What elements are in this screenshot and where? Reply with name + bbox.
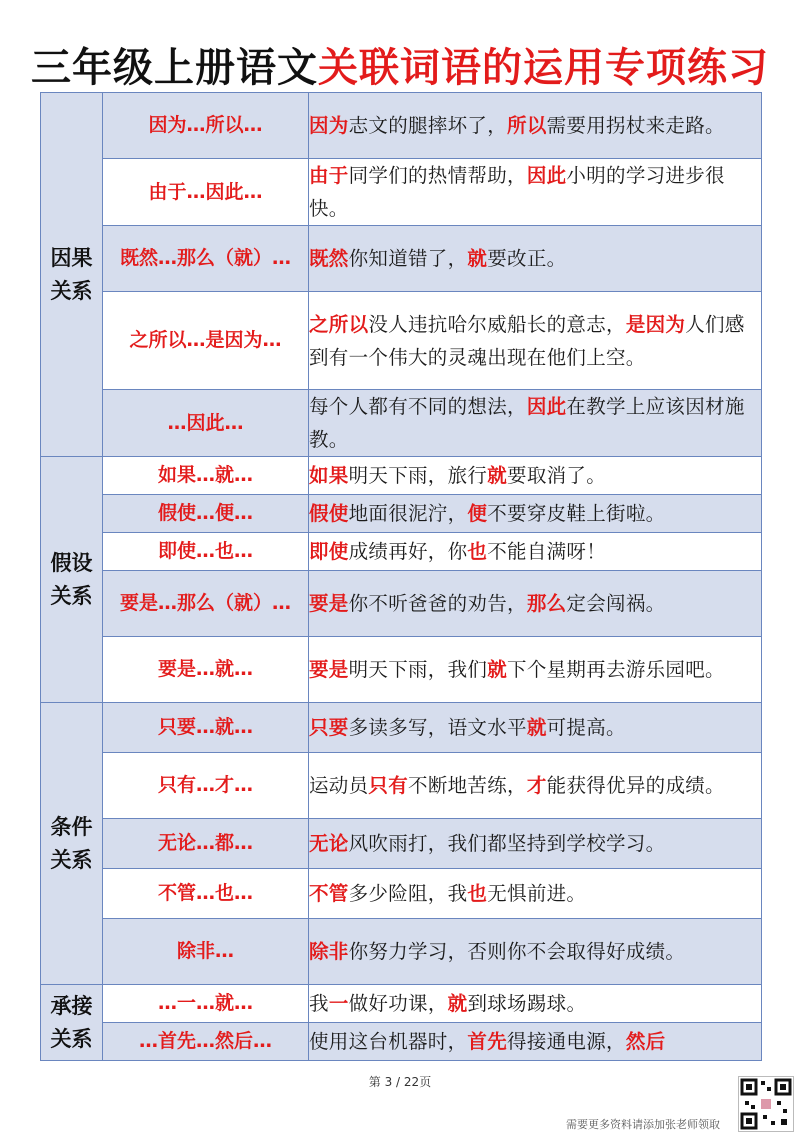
sentence-text: 要取消了。 xyxy=(507,464,607,487)
highlighted-conjunction: 就 xyxy=(487,658,508,681)
category-label-line2: 关系 xyxy=(50,1026,93,1051)
table-row xyxy=(41,753,762,819)
example-sentence xyxy=(309,985,762,1023)
category-label xyxy=(41,457,103,703)
sentence-text: 每个人都有不同的想法， xyxy=(309,395,527,418)
category-label-line1: 条件 xyxy=(50,814,93,839)
conjunction-word: 只有…才… xyxy=(103,753,309,819)
category-label xyxy=(41,703,103,985)
highlighted-conjunction: 所以 xyxy=(507,114,547,137)
sentence-text: 明天下雨，我们 xyxy=(348,658,488,681)
table-row xyxy=(41,637,762,703)
sentence-text: 志文的腿摔坏了， xyxy=(348,114,508,137)
category-label-line1: 因果 xyxy=(50,245,93,270)
conjunction-word: 无论…都… xyxy=(103,819,309,869)
highlighted-conjunction: 除非 xyxy=(309,940,349,963)
example-sentence xyxy=(309,159,762,226)
highlighted-conjunction: 即使 xyxy=(309,540,349,563)
sentence-text: 你知道错了， xyxy=(348,247,468,270)
category-label-line1: 假设 xyxy=(50,550,93,575)
highlighted-conjunction: 要是 xyxy=(309,658,349,681)
sentence-text: 下个星期再去游乐园吧。 xyxy=(507,658,725,681)
highlighted-conjunction: 才 xyxy=(526,774,547,797)
highlighted-conjunction: 就 xyxy=(467,247,488,270)
sentence-text: 没人违抗哈尔威船长的意志， xyxy=(368,312,626,336)
table-row xyxy=(41,1023,762,1061)
table-row xyxy=(41,869,762,919)
example-sentence xyxy=(309,292,762,390)
table-row xyxy=(41,390,762,457)
table-row xyxy=(41,226,762,292)
conjunction-word: 要是…那么（就）… xyxy=(103,571,309,637)
sentence-text: 不能自满呀！ xyxy=(487,540,607,563)
table-row xyxy=(41,571,762,637)
highlighted-conjunction: 既然 xyxy=(309,247,349,270)
highlighted-conjunction: 也 xyxy=(467,882,488,905)
table-row xyxy=(41,93,762,159)
conjunction-word: 只要…就… xyxy=(103,703,309,753)
sentence-text: 做好功课， xyxy=(348,992,448,1015)
category-label xyxy=(41,93,103,457)
highlighted-conjunction: 因此 xyxy=(526,164,567,187)
example-sentence xyxy=(309,571,762,637)
example-sentence xyxy=(309,457,762,495)
example-sentence xyxy=(309,533,762,571)
conjunction-word: 既然…那么（就）… xyxy=(103,226,309,292)
highlighted-conjunction: 只要 xyxy=(309,716,349,739)
highlighted-conjunction: 便 xyxy=(467,502,488,525)
highlighted-conjunction: 无论 xyxy=(309,832,349,855)
table-row xyxy=(41,703,762,753)
sentence-text: 需要用拐杖来走路。 xyxy=(546,114,725,137)
conjunction-word: …首先…然后… xyxy=(103,1023,309,1061)
sentence-text: 不要穿皮鞋上街啦。 xyxy=(487,502,666,525)
conjunction-word: 由于…因此… xyxy=(103,159,309,226)
conjunction-word: 不管…也… xyxy=(103,869,309,919)
highlighted-conjunction: 就 xyxy=(487,464,508,487)
sentence-text: 风吹雨打，我们都坚持到学校学习。 xyxy=(348,832,666,855)
conjunction-word: …因此… xyxy=(103,390,309,457)
sentence-text: 在教学上应该因材施教。 xyxy=(309,395,745,451)
sentence-text: 可提高。 xyxy=(546,716,626,739)
table-row xyxy=(41,533,762,571)
conjunction-word: 假使…便… xyxy=(103,495,309,533)
highlighted-conjunction: 只有 xyxy=(368,774,409,797)
sentence-text: 要改正。 xyxy=(487,247,567,270)
category-label-line2: 关系 xyxy=(50,583,93,608)
example-sentence xyxy=(309,703,762,753)
highlighted-conjunction: 是因为 xyxy=(625,312,686,336)
example-sentence xyxy=(309,93,762,159)
highlighted-conjunction: 要是 xyxy=(309,592,349,615)
highlighted-conjunction: 之所以 xyxy=(309,312,369,336)
sentence-text: 得接通电源， xyxy=(507,1030,626,1053)
highlighted-conjunction: 然后 xyxy=(625,1030,666,1053)
highlighted-conjunction: 就 xyxy=(447,992,468,1015)
category-label-line2: 关系 xyxy=(50,278,93,303)
highlighted-conjunction: 由于 xyxy=(309,164,349,187)
sentence-text: 明天下雨，旅行 xyxy=(348,464,488,487)
table-row xyxy=(41,457,762,495)
table-row xyxy=(41,292,762,390)
highlighted-conjunction: 也 xyxy=(467,540,488,563)
sentence-text: 我 xyxy=(309,992,329,1015)
example-sentence xyxy=(309,1023,762,1061)
conjunction-word: 之所以…是因为… xyxy=(103,292,309,390)
title-part2: 关联词语的运用专项练习 xyxy=(318,45,769,91)
sentence-text: 到球场踢球。 xyxy=(467,992,587,1015)
sentence-text: 小明的学习进步很快。 xyxy=(309,164,725,220)
example-sentence xyxy=(309,390,762,457)
table-row xyxy=(41,159,762,226)
example-sentence xyxy=(309,637,762,703)
table-row xyxy=(41,919,762,985)
category-label-line1: 承接 xyxy=(50,993,93,1018)
table-row xyxy=(41,495,762,533)
sentence-text: 能获得优异的成绩。 xyxy=(546,774,725,797)
sentence-text: 同学们的热情帮助， xyxy=(348,164,527,187)
example-sentence xyxy=(309,226,762,292)
category-label-line2: 关系 xyxy=(50,847,93,872)
sentence-text: 多少险阻，我 xyxy=(348,882,468,905)
sentence-text: 地面很泥泞， xyxy=(348,502,468,525)
highlighted-conjunction: 一 xyxy=(328,992,349,1015)
title-part1: 三年级上册语文 xyxy=(31,45,318,91)
table-row xyxy=(41,985,762,1023)
example-sentence xyxy=(309,753,762,819)
page-number: 第 3 / 22页 xyxy=(368,1075,432,1089)
conjunction-word: 因为…所以… xyxy=(103,93,309,159)
conjunction-word: 要是…就… xyxy=(103,637,309,703)
conjunction-table xyxy=(40,92,762,1061)
sentence-text: 使用这台机器时， xyxy=(309,1030,468,1053)
table-row xyxy=(41,819,762,869)
page-title xyxy=(0,40,800,96)
sentence-text: 成绩再好，你 xyxy=(348,540,468,563)
sentence-text: 运动员 xyxy=(309,774,369,797)
contact-note: 需要更多资料请添加张老师领取 xyxy=(566,1118,720,1131)
highlighted-conjunction: 因此 xyxy=(526,395,567,418)
conjunction-word: 除非… xyxy=(103,919,309,985)
highlighted-conjunction: 如果 xyxy=(309,464,349,487)
highlighted-conjunction: 假使 xyxy=(309,502,349,525)
example-sentence xyxy=(309,495,762,533)
sentence-text: 不断地苦练， xyxy=(408,774,527,797)
sentence-text: 无惧前进。 xyxy=(487,882,587,905)
table-body xyxy=(41,93,762,1061)
example-sentence xyxy=(309,869,762,919)
highlighted-conjunction: 因为 xyxy=(309,114,349,137)
highlighted-conjunction: 不管 xyxy=(309,882,349,905)
sentence-text: 多读多写，语文水平 xyxy=(348,716,527,739)
highlighted-conjunction: 就 xyxy=(526,716,547,739)
sentence-text: 你努力学习，否则你不会取得好成绩。 xyxy=(348,940,686,963)
qr-code-icon xyxy=(738,1076,794,1132)
sentence-text: 你不听爸爸的劝告， xyxy=(348,592,527,615)
sentence-text: 定会闯祸。 xyxy=(566,592,666,615)
sentence-text: 人们感到有一个伟大的灵魂出现在他们上空。 xyxy=(309,312,745,369)
conjunction-word: 如果…就… xyxy=(103,457,309,495)
conjunction-word: 即使…也… xyxy=(103,533,309,571)
category-label xyxy=(41,985,103,1061)
conjunction-word: …一…就… xyxy=(103,985,309,1023)
highlighted-conjunction: 首先 xyxy=(467,1030,508,1053)
highlighted-conjunction: 那么 xyxy=(526,592,567,615)
example-sentence xyxy=(309,919,762,985)
example-sentence xyxy=(309,819,762,869)
